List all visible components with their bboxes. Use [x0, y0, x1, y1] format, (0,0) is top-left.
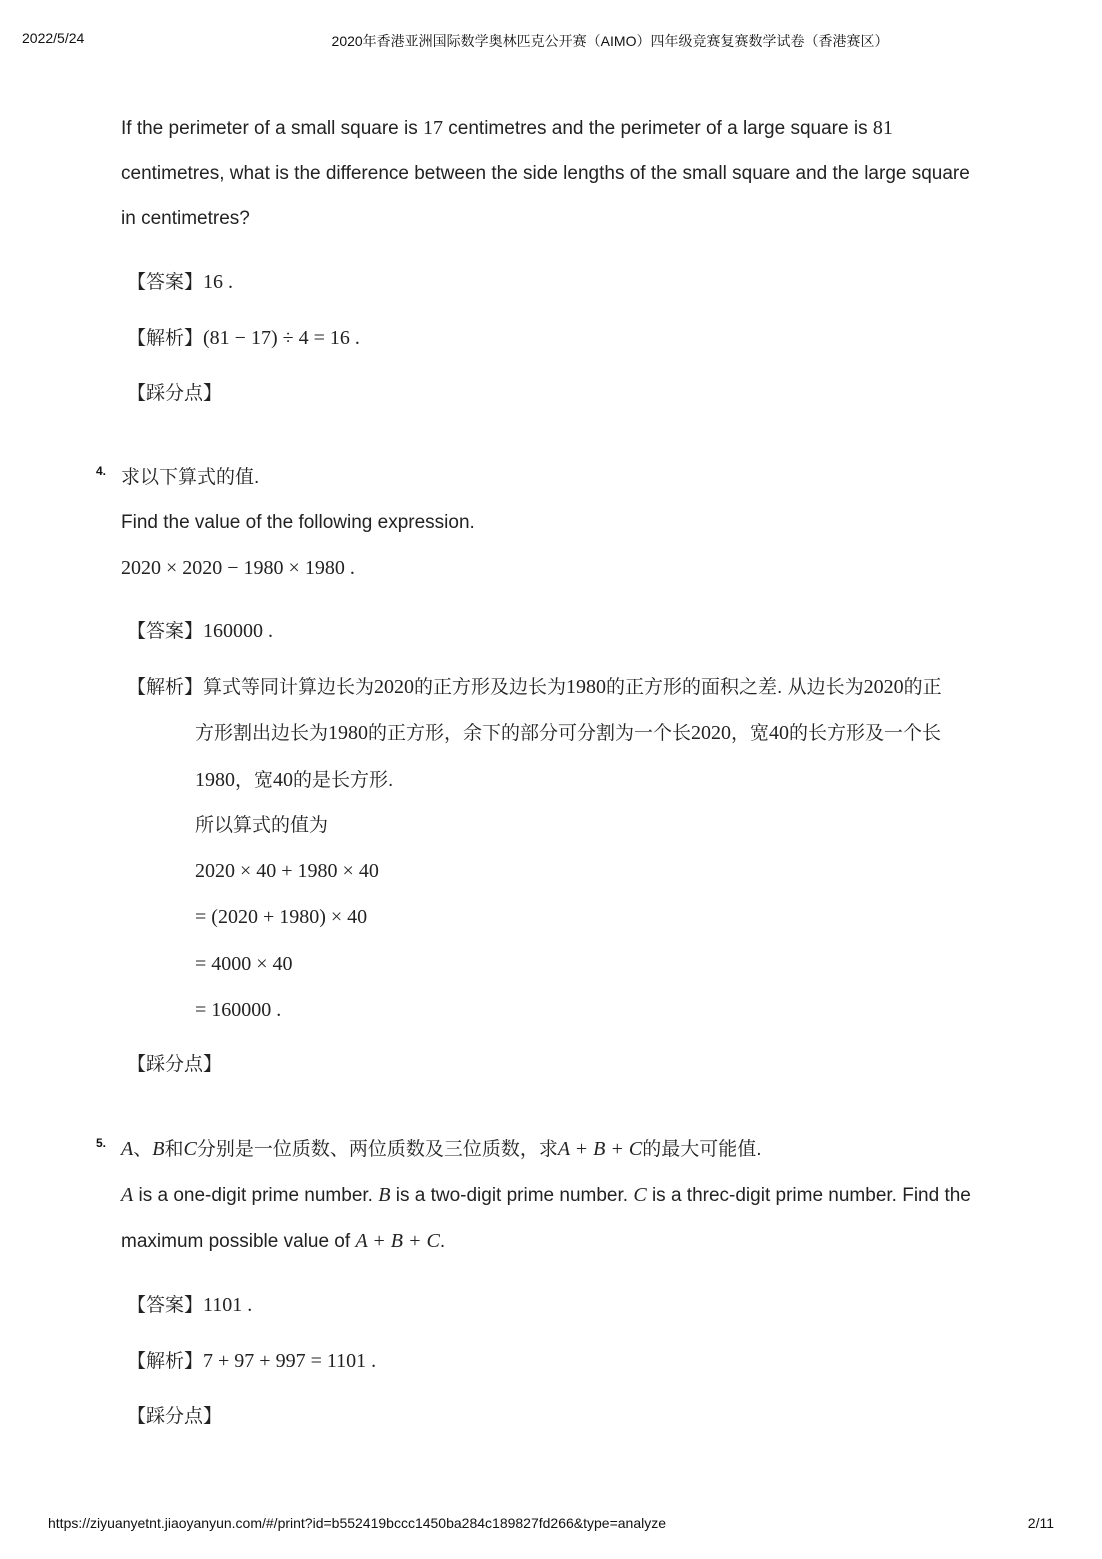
q4-text-cn: 求以下算式的值. — [121, 467, 260, 488]
q5-number: 5. — [96, 1136, 107, 1150]
q5-answer: 【答案】1101 . — [127, 1294, 253, 1316]
q4-scoring-points: 【踩分点】 — [127, 1054, 223, 1075]
q5-analysis: 【解析】7 + 97 + 997 = 1101 . — [127, 1350, 377, 1372]
q3-answer: 【答案】16 . — [127, 271, 234, 293]
print-date: 2022/5/24 — [22, 30, 85, 46]
q4-step-4: = 160000 . — [195, 999, 282, 1021]
q4-analysis-line-3: 1980，宽40的是长方形. — [195, 769, 394, 791]
page-number: 2/11 — [1027, 1515, 1054, 1531]
q5-text-en-line-1: A is a one-digit prime number. B is a two-digit prime number. C is a threc-digit prime number. Find the — [121, 1184, 971, 1206]
q3-analysis: 【解析】(81 − 17) ÷ 4 = 16 . — [127, 327, 360, 349]
q4-step-3: = 4000 × 40 — [195, 953, 293, 975]
q4-text-en: Find the value of the following expression. — [121, 512, 475, 533]
document-title: 2020年香港亚洲国际数学奥林匹克公开赛（AIMO）四年级竞赛复赛数学试卷（香港赛区） — [331, 33, 889, 49]
page-url: https://ziyuanyetnt.jiaoyanyun.com/#/print?id=b552419bccc1450ba284c189827fd266&type=analyze — [48, 1515, 667, 1531]
q4-number: 4. — [96, 464, 107, 478]
q4-answer: 【答案】160000 . — [127, 620, 274, 642]
q4-analysis-line-2: 方形割出边长为1980的正方形，余下的部分可分割为一个长2020，宽40的长方形及一个长 — [195, 722, 942, 744]
q3-text-line-2: centimetres, what is the difference between the side lengths of the small square and the large square — [121, 163, 970, 184]
q5-scoring-points: 【踩分点】 — [127, 1406, 223, 1427]
q4-step-2: = (2020 + 1980) × 40 — [195, 906, 368, 928]
q4-step-1: 2020 × 40 + 1980 × 40 — [195, 860, 379, 882]
q5-text-cn: A、B和C分别是一位质数、两位质数及三位质数，求A + B + C的最大可能值. — [121, 1138, 762, 1160]
q3-text-line-3: in centimetres? — [121, 208, 250, 229]
q4-analysis-line-1: 【解析】算式等同计算边长为2020的正方形及边长为1980的正方形的面积之差. 从边长为2020的正 — [127, 676, 942, 698]
q4-expression: 2020 × 2020 − 1980 × 1980 . — [121, 557, 355, 579]
q5-text-en-line-2: maximum possible value of A + B + C. — [121, 1230, 446, 1252]
q4-analysis-line-4: 所以算式的值为 — [195, 815, 329, 836]
q3-scoring-points: 【踩分点】 — [127, 383, 223, 404]
q3-text-line-1: If the perimeter of a small square is 17 centimetres and the perimeter of a large square is 81 — [121, 117, 893, 139]
